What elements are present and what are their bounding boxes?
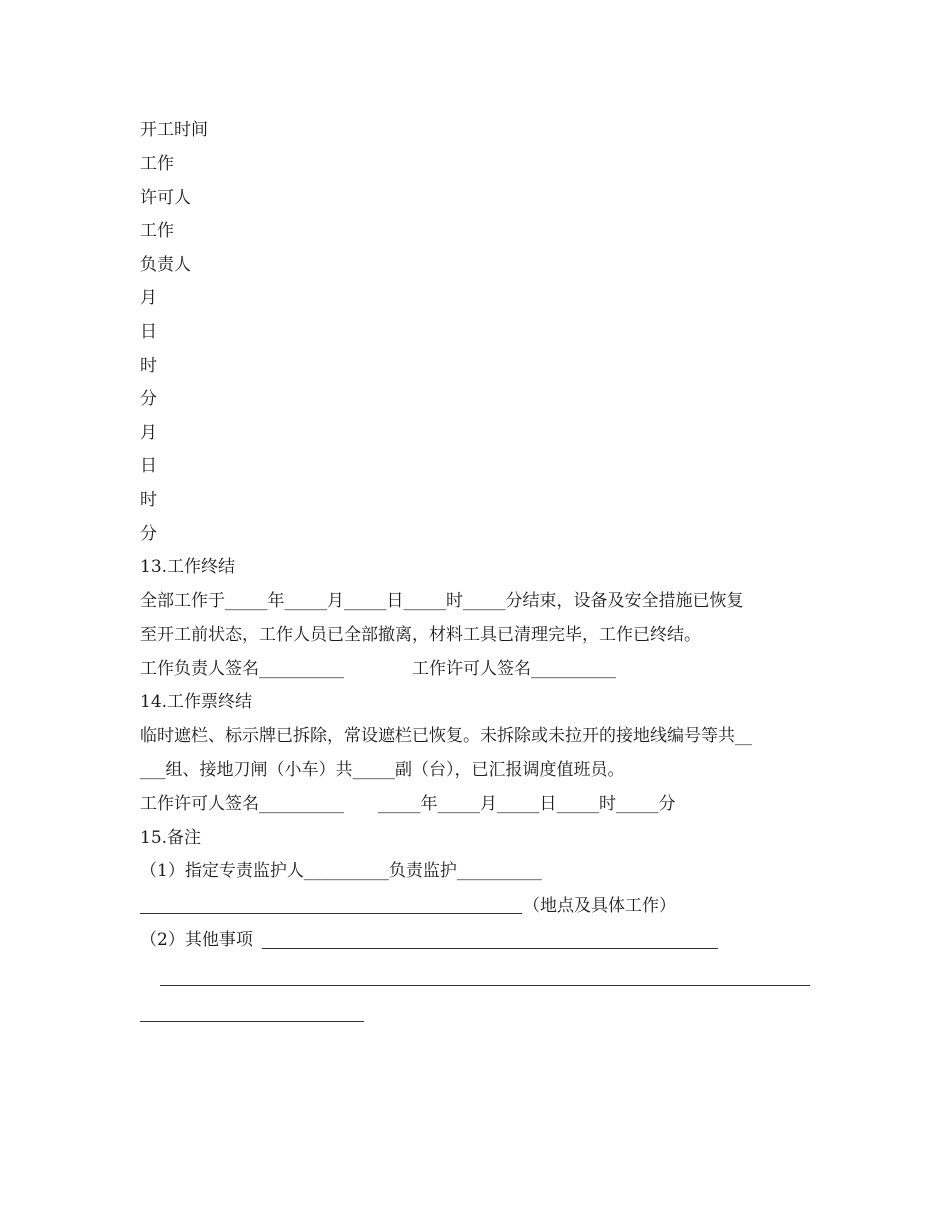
header-line-start-time: 开工时间 [140, 120, 208, 140]
section-15-item-2-blank-line [262, 948, 718, 949]
header-line-hour-1: 时 [140, 356, 157, 376]
header-line-day-1: 日 [140, 322, 157, 342]
section-14-line-1: 临时遮栏、标示牌已拆除，常设遮栏已恢复。未拆除或未拉开的接地线编号等共__ [140, 726, 752, 746]
section-13-heading: 13.工作终结 [140, 557, 236, 577]
section-15-item-1: （1）指定专责监护人__________负责监护__________ [140, 861, 542, 881]
section-15-item-2: （2）其他事项 [140, 930, 253, 950]
header-line-day-2: 日 [140, 456, 157, 476]
header-line-responsible: 负责人 [140, 255, 191, 275]
header-line-work-1: 工作 [140, 154, 174, 174]
header-line-minute-1: 分 [140, 389, 157, 409]
section-15-item-1-continuation: （地点及具体工作） [523, 896, 676, 916]
header-line-permitter: 许可人 [140, 188, 191, 208]
section-14-signature: 工作许可人签名__________ _____年_____月_____日_____时_____分 [140, 794, 676, 814]
notes-blank-line-1 [160, 985, 810, 986]
section-13-line-1: 全部工作于_____年_____月_____日_____时_____分结束，设备及安全措施已恢复 [140, 591, 744, 611]
section-13-signatures: 工作负责人签名__________ 工作许可人签名__________ [140, 659, 616, 679]
section-14-heading: 14.工作票终结 [140, 692, 253, 712]
section-13-line-2: 至开工前状态，工作人员已全部撤离，材料工具已清理完毕，工作已终结。 [140, 625, 701, 645]
header-line-month-2: 月 [140, 423, 157, 443]
section-14-line-2: ___组、接地刀闸（小车）共_____副（台），已汇报调度值班员。 [140, 760, 625, 780]
notes-blank-line-2 [140, 1021, 364, 1022]
header-line-month-1: 月 [140, 288, 157, 308]
section-15-item-1-blank-line [140, 913, 522, 914]
header-line-minute-2: 分 [140, 524, 157, 544]
header-line-hour-2: 时 [140, 490, 157, 510]
header-line-work-2: 工作 [140, 221, 174, 241]
section-15-heading: 15.备注 [140, 828, 202, 848]
